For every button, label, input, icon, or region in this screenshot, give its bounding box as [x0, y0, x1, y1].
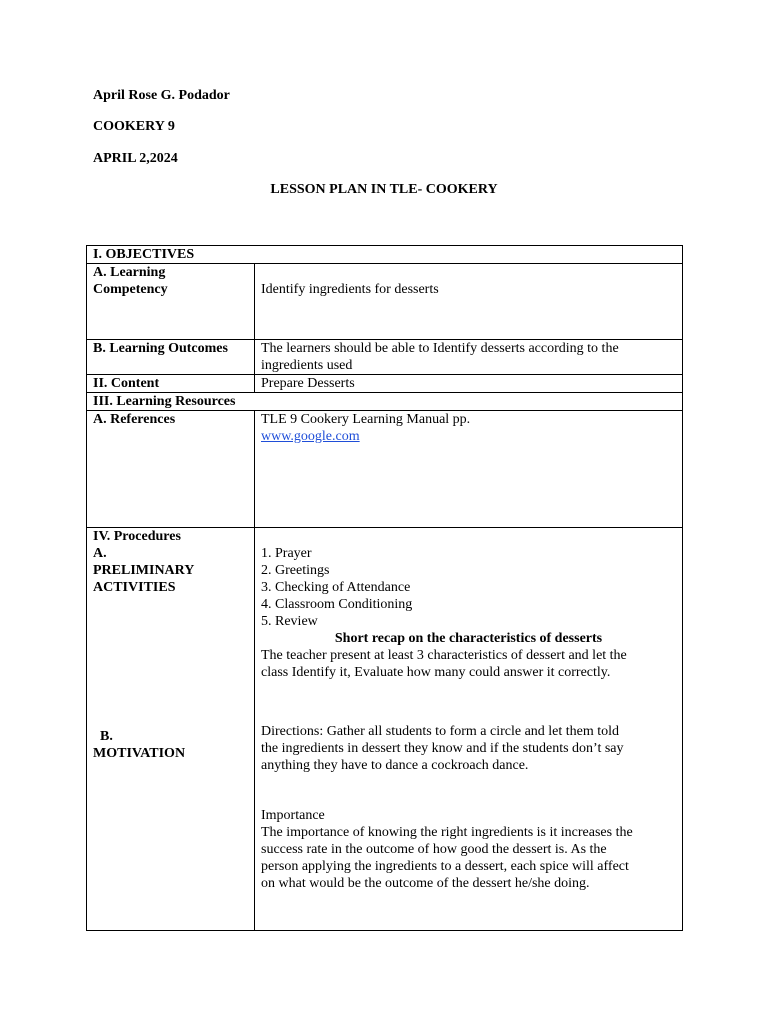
table-row — [87, 528, 683, 931]
directions-block — [261, 723, 676, 774]
recap-text-line: class Identify it, Evaluate how many could answer it correctly. — [261, 665, 611, 680]
recap-text-line: The teacher present at least 3 characteristics of dessert and let the — [261, 648, 627, 663]
table-row — [87, 411, 683, 528]
motivation-label-line: MOTIVATION — [93, 746, 186, 761]
list-item: 3. Checking of Attendance — [261, 580, 411, 595]
prelim-label-line: PRELIMINARY — [93, 563, 195, 578]
lesson-plan-table — [86, 245, 683, 931]
outcomes-text-line: The learners should be able to Identify desserts according to the — [261, 341, 619, 356]
importance-block — [261, 807, 676, 892]
table-row — [87, 393, 683, 411]
procedures-label: IV. Procedures — [93, 529, 181, 544]
importance-line: person applying the ingredients to a dessert, each spice will affect — [261, 859, 629, 874]
importance-line: success rate in the outcome of how good the dessert is. As the — [261, 842, 607, 857]
motivation-label-line: B. — [100, 729, 113, 744]
date-label: APRIL 2,2024 — [93, 151, 178, 166]
content-text: Prepare Desserts — [255, 375, 683, 393]
directions-line: the ingredients in dessert they know and if the students don’t say — [261, 741, 624, 756]
prelim-label-line: ACTIVITIES — [93, 580, 176, 595]
list-item: 5. Review — [261, 614, 318, 629]
procedures-cell — [255, 528, 683, 931]
outcomes-cell — [255, 340, 683, 375]
outcomes-label: B. Learning Outcomes — [87, 340, 255, 375]
list-item: 4. Classroom Conditioning — [261, 597, 413, 612]
procedures-label-cell — [87, 528, 255, 931]
competency-label-line: A. Learning — [93, 265, 166, 280]
list-item: 1. Prayer — [261, 546, 312, 561]
references-label: A. References — [87, 411, 255, 528]
table-row — [87, 264, 683, 340]
content-label: II. Content — [87, 375, 255, 393]
author-name: April Rose G. Podador — [93, 88, 230, 103]
competency-cell — [255, 264, 683, 340]
references-link[interactable]: www.google.com — [261, 429, 360, 444]
outcomes-text-line: ingredients used — [261, 358, 353, 373]
resources-heading: III. Learning Resources — [87, 393, 683, 411]
competency-label — [87, 264, 255, 340]
competency-text: Identify ingredients for desserts — [261, 282, 439, 297]
references-text: TLE 9 Cookery Learning Manual pp. — [261, 412, 471, 427]
table-row — [87, 375, 683, 393]
importance-line: on what would be the outcome of the dessert he/she doing. — [261, 876, 590, 891]
list-item: 2. Greetings — [261, 563, 330, 578]
table-row — [87, 246, 683, 264]
objectives-heading: I. OBJECTIVES — [87, 246, 683, 264]
directions-line: Directions: Gather all students to form a circle and let them told — [261, 724, 620, 739]
importance-line: The importance of knowing the right ingredients is it increases the — [261, 825, 633, 840]
recap-heading: Short recap on the characteristics of desserts — [334, 631, 603, 646]
motivation-label — [93, 728, 248, 762]
importance-heading: Importance — [261, 808, 325, 823]
references-cell — [255, 411, 683, 528]
table-row — [87, 340, 683, 375]
competency-label-line: Competency — [93, 282, 168, 297]
directions-line: anything they have to dance a cockroach dance. — [261, 758, 529, 773]
subject-label: COOKERY 9 — [93, 119, 175, 134]
document-title: LESSON PLAN IN TLE- COOKERY — [270, 182, 498, 197]
prelim-label-line: A. — [93, 546, 107, 561]
